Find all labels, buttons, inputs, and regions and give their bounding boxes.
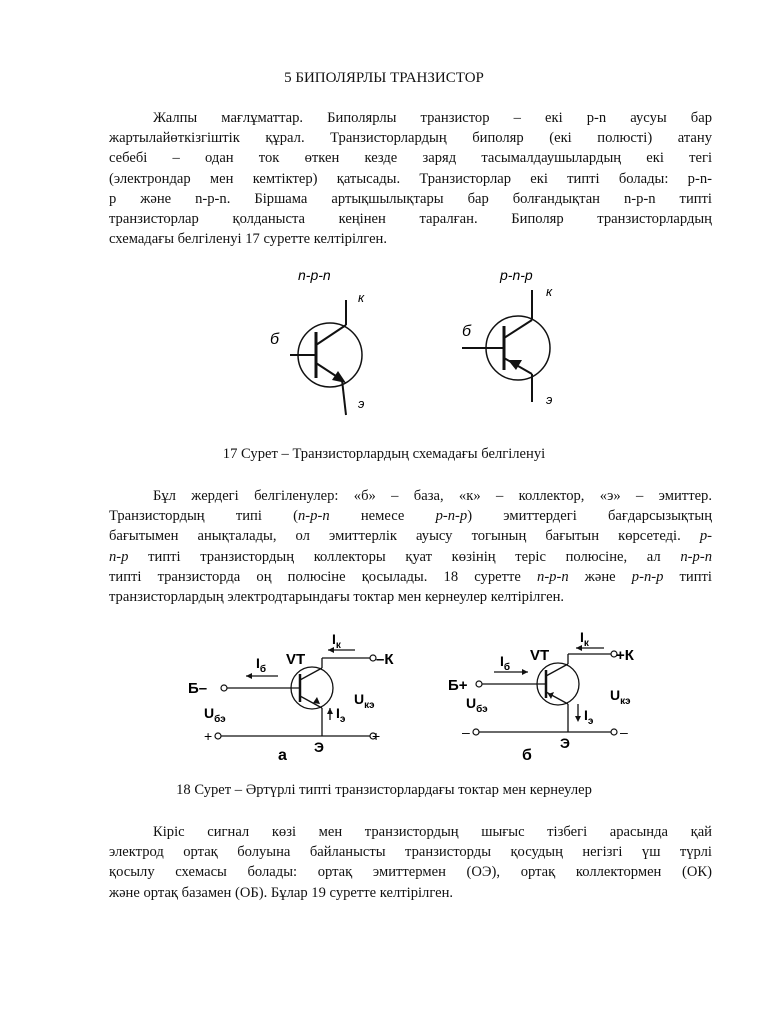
uke-label: $U_{кэ}$ <box>610 687 631 707</box>
uke-label: $U_{кэ}$ <box>354 691 375 711</box>
notation-paragraph <box>109 486 712 607</box>
emitter-terminal-label: Э <box>560 735 570 751</box>
npn-emitter-arrow <box>332 371 346 383</box>
ie-arrow <box>327 708 333 714</box>
figure-18-caption: 18 Сурет – Әртүрлі типті транзисторлардағы токтар мен кернеулер <box>176 782 592 798</box>
text-line: транзисторлар қолданыста кеңінен таралған. Биполяр транзисторлардың <box>109 211 712 228</box>
ie-label: $I_э$ <box>336 705 346 725</box>
pnp-base-label: б <box>462 323 471 340</box>
text-line: Кіріс сигнал көзі мен транзистордың шығыс тізбегі арасында қай <box>153 824 712 840</box>
npn-emitter-label: э <box>358 396 365 411</box>
pnp-emitter-label: э <box>546 392 553 407</box>
text-line: Бұл жердегі белгіленулер: «б» – база, «к» – коллектор, «э» – эмиттер. <box>153 488 712 504</box>
plus-sign: + <box>204 728 213 744</box>
ik-label: $I_к$ <box>580 629 589 649</box>
text-line: схемадағы белгіленуі 17 суретте келтірілген. <box>109 231 388 248</box>
plus-sign: + <box>372 728 381 744</box>
npn-collector-label: к <box>358 290 365 305</box>
ib-label: $I_б$ <box>500 653 511 673</box>
figure-17-caption: 17 Сурет – Транзисторлардың схемадағы белгіленуі <box>222 446 546 462</box>
minus-sign: – <box>462 724 470 740</box>
vt-label: VT <box>530 647 550 664</box>
text-line: типті транзисторда оң полюсіне қосылады. 18 суретте n-p-n және p-n-p типті <box>109 568 712 585</box>
figure-18-circuits <box>180 620 660 770</box>
circuit-b-label: б <box>522 747 532 764</box>
connection-paragraph <box>109 822 712 903</box>
vt-label: VT <box>286 651 306 668</box>
text-line: және ортақ базамен (ОБ). Бұлар 19 суретте келтірілген. <box>109 884 454 901</box>
text-line: қосылу схемасы болады: ортақ эмиттермен (ОЭ), ортақ коллектормен (ОК) <box>109 864 712 881</box>
emitter-arrow <box>313 697 320 704</box>
text-line: электрод ортақ болуына байланысты транзисторды қосудың негізгі үш түрлі <box>109 844 712 861</box>
ube-label: $U_{бэ}$ <box>466 695 488 715</box>
terminal <box>476 681 482 687</box>
pnp-type-label: p-n-p <box>500 267 533 283</box>
pnp-collector-label: к <box>546 284 553 299</box>
ib-arrow <box>246 673 252 679</box>
ik-arrow <box>576 645 582 651</box>
text-line: бағытымен анықталады, ол эмиттерлік ауысу тогының бағытын көрсетеді. p- <box>109 528 712 545</box>
text-line: себебі – одан ток өткен кезде заряд тасымалдаушылардың екі тегі <box>109 150 712 167</box>
collector-terminal-label: –К <box>376 651 394 668</box>
pnp-emitter-arrow <box>508 360 522 370</box>
text-line: транзисторлардың электродтарындағы токтар мен кернеулер келтірілген. <box>109 589 565 606</box>
ik-arrow <box>328 647 334 653</box>
text-line: Жалпы мағлұматтар. Биполярлы транзистор – екі p-n аусуы бар <box>153 110 712 126</box>
npn-symbol <box>290 300 365 415</box>
minus-sign: – <box>620 724 628 740</box>
ube-label: $U_{бэ}$ <box>204 705 226 725</box>
text-line: Транзистордың типі (n-p-n немесе p-n-p) эмиттердегі бағдарсызықтың <box>109 508 712 525</box>
terminal <box>611 729 617 735</box>
terminal <box>473 729 479 735</box>
npn-base-label: б <box>270 331 279 348</box>
text-line: жартылайөткізгіштік құрал. Транзисторлардың биполяр (екі полюсті) атану <box>109 130 712 147</box>
terminal <box>221 685 227 691</box>
terminal <box>215 733 221 739</box>
emitter-terminal-label: Э <box>314 739 324 755</box>
intro-paragraph <box>109 108 712 249</box>
ib-arrow <box>522 669 528 675</box>
ib-label: $I_б$ <box>256 655 267 675</box>
text-line: n-p типті транзистордың коллекторы қуат көзінің теріс полюсіне, ал n-p-n <box>109 548 712 565</box>
base-terminal-label: Б+ <box>448 677 468 694</box>
ie-arrow <box>575 716 581 722</box>
section-title: 5 БИПОЛЯРЛЫ ТРАНЗИСТОР <box>284 70 484 86</box>
npn-type-label: n-p-n <box>298 267 331 283</box>
circuit-a-label: а <box>278 747 287 764</box>
ie-label: $I_э$ <box>584 707 594 727</box>
ik-label: $I_к$ <box>332 631 341 651</box>
pnp-symbol <box>462 290 550 402</box>
text-line: p және n-p-n. Біршама артықшылықтары бар болғандықтан n-p-n типті <box>109 190 712 207</box>
base-terminal-label: Б– <box>188 680 208 697</box>
collector-terminal-label: +К <box>616 647 634 664</box>
text-line: (электрондар мен кемтіктер) қатысады. Транзисторлар екі типті болады: p-n- <box>109 170 712 187</box>
figure-17-transistor-symbols <box>250 260 570 430</box>
